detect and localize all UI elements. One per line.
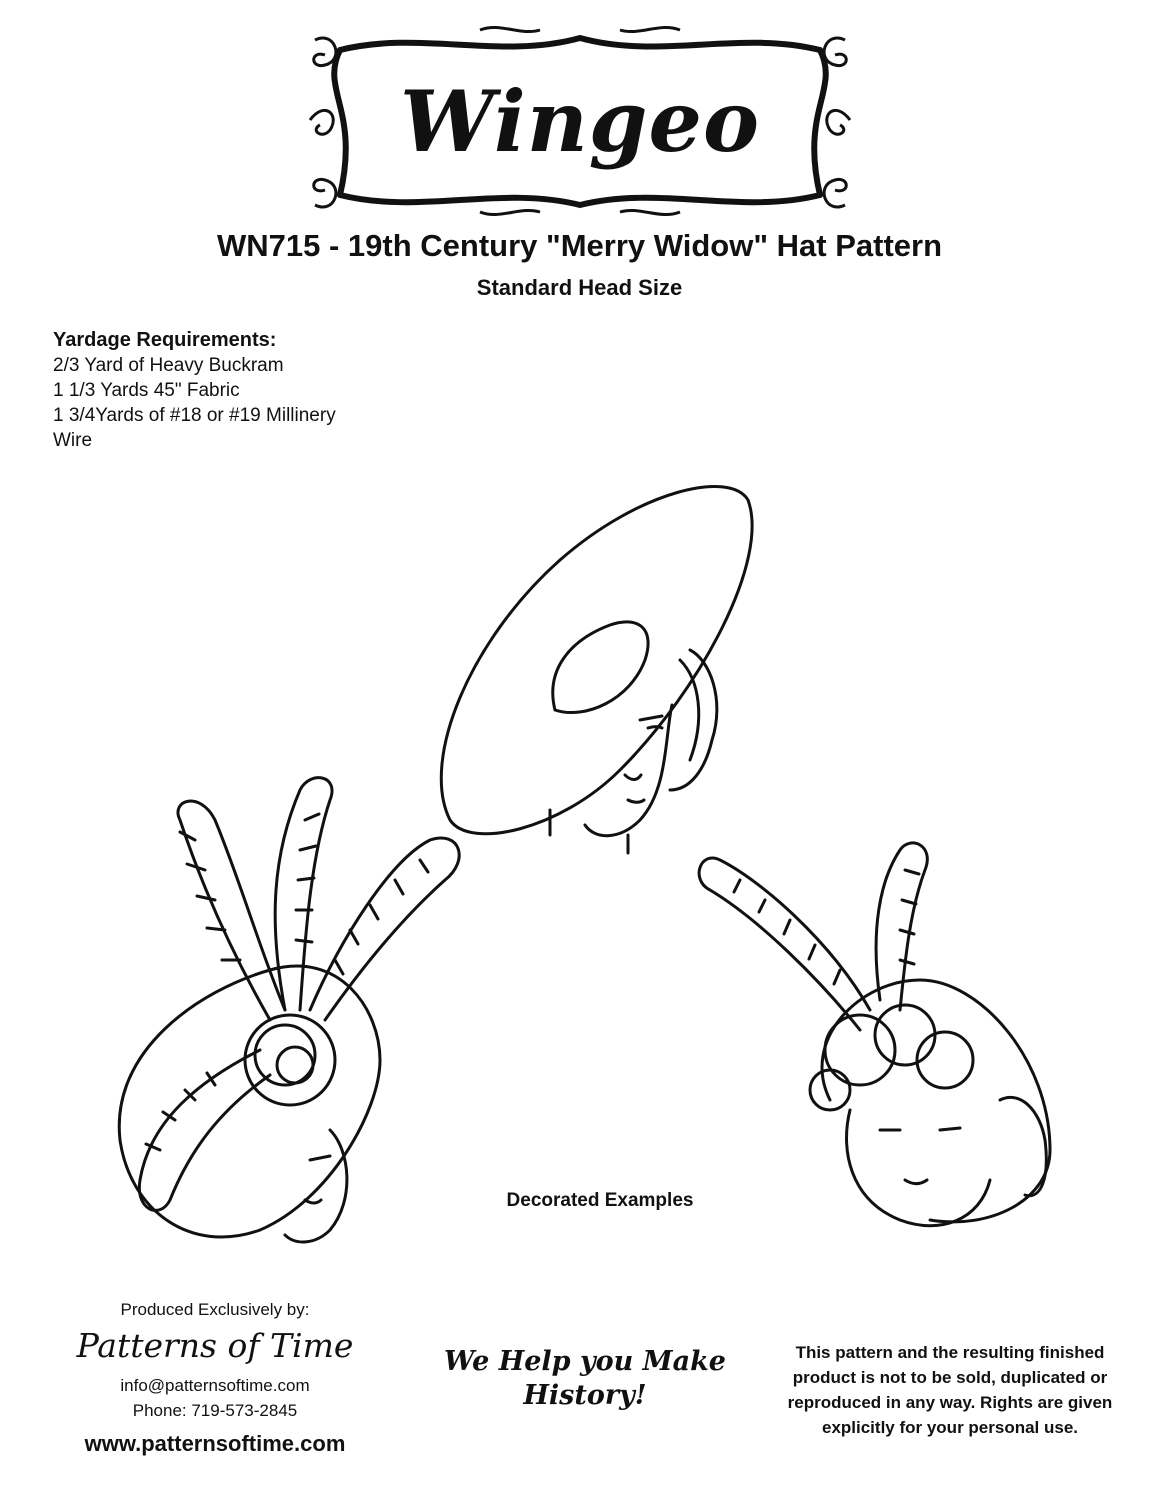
yardage-heading: Yardage Requirements: xyxy=(53,329,277,351)
page-subtitle: Standard Head Size xyxy=(476,275,683,300)
contact-email[interactable]: info@patternsoftime.com xyxy=(120,1376,310,1395)
yardage-line: Wire xyxy=(53,430,93,451)
page-title: WN715 - 19th Century "Merry Widow" Hat Pattern xyxy=(216,228,943,263)
producer-block xyxy=(40,1300,390,1457)
wingeo-logo xyxy=(300,20,860,220)
website-link[interactable]: www.patternsoftime.com xyxy=(84,1431,346,1456)
hat-illustrations xyxy=(0,470,1159,1270)
hat-drawings xyxy=(0,470,1159,1270)
yardage-line: 2/3 Yard of Heavy Buckram xyxy=(53,355,284,376)
illustration-caption: Decorated Examples xyxy=(506,1190,694,1211)
yardage-line: 1 3/4Yards of #18 or #19 Millinery xyxy=(53,405,336,426)
logo-wordmark: Wingeo xyxy=(399,72,761,171)
tagline xyxy=(420,1345,750,1413)
yardage-requirements xyxy=(53,328,433,453)
left-feathered-hat-drawing xyxy=(119,778,459,1242)
tagline-line: History! xyxy=(523,1380,647,1411)
contact-phone: Phone: 719-573-2845 xyxy=(132,1401,298,1420)
produced-by-label: Produced Exclusively by: xyxy=(120,1300,310,1319)
right-feathered-hat-drawing xyxy=(699,843,1050,1226)
yardage-line: 1 1/3 Yards 45" Fabric xyxy=(53,380,240,401)
copyright-notice: This pattern and the resulting finished product is not to be sold, duplicated or reproduced in any way. Rights are given explicitly for your personal use. xyxy=(787,1343,1113,1437)
tagline-line: We Help you Make xyxy=(444,1346,726,1377)
plain-hat-drawing xyxy=(441,487,752,854)
brand-name: Patterns of Time xyxy=(76,1326,354,1365)
